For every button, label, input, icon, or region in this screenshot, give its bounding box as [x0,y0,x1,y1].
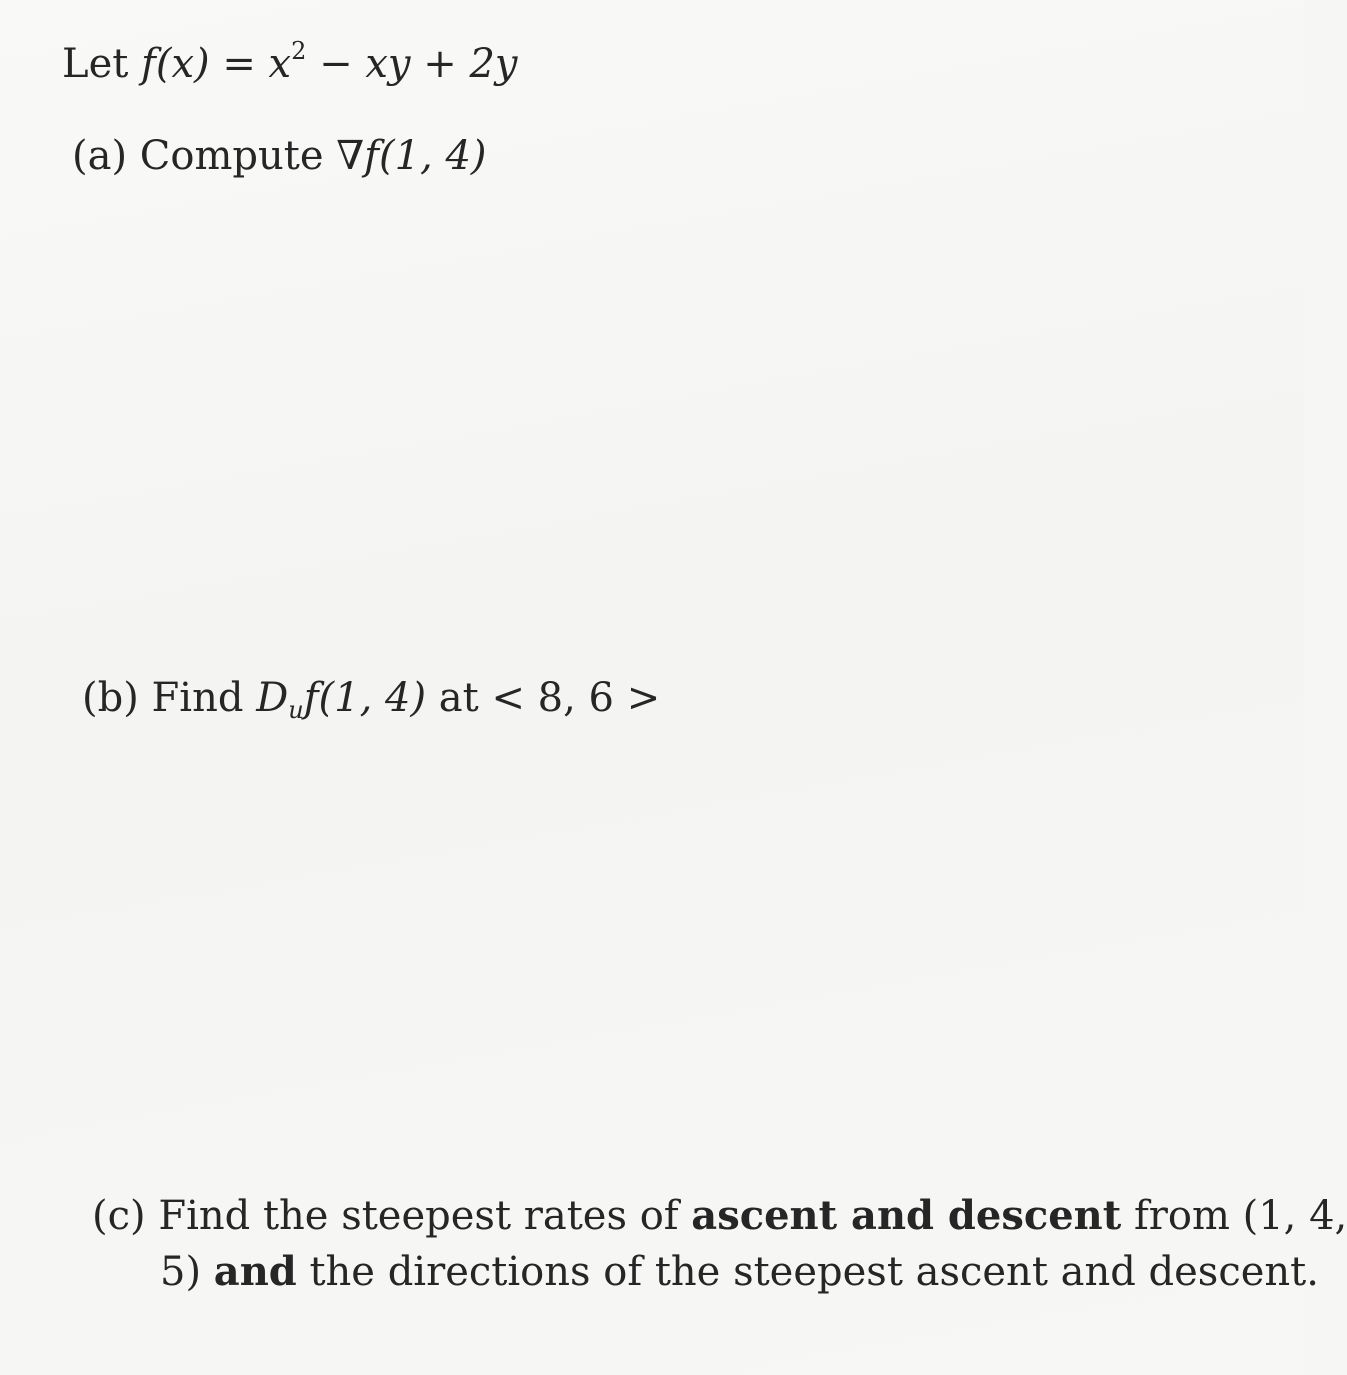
part-c-text-3: 5) [160,1249,202,1295]
part-a-math: ∇f(1, 4) [336,133,487,179]
part-b-function: f(1, 4) [303,675,427,721]
part-c-bold-1: ascent and descent [691,1192,1122,1239]
part-c-text-4: the directions of the steepest ascent and descent. [309,1249,1319,1295]
part-a-text: Compute [139,133,324,179]
part-b-at: at [438,675,479,721]
part-a [72,130,487,182]
function-equals: = x [222,41,292,87]
part-b-derivative [256,675,427,725]
part-b-vector: < 8, 6 > [491,675,661,721]
part-a-label: (a) [72,133,128,179]
part-b-subscript: u [288,696,304,725]
part-c-line-2 [160,1246,1319,1298]
intro-text: Let [62,41,129,87]
function-rest: − xy + 2y [319,41,518,87]
function-exponent: 2 [291,37,307,65]
part-c-bold-2: and [213,1248,297,1295]
part-b-label: (b) [82,675,139,721]
problem-statement [62,38,518,90]
part-b-text: Find [151,675,244,721]
part-c-label: (c) [92,1193,146,1239]
part-b-d: D [256,675,289,721]
part-c-text-2: from (1, 4, [1133,1193,1347,1239]
part-c-text-1: Find the steepest rates of [158,1193,679,1239]
part-c-line-1 [92,1190,1347,1242]
function-name: f(x) [141,41,210,87]
part-b [82,672,660,724]
